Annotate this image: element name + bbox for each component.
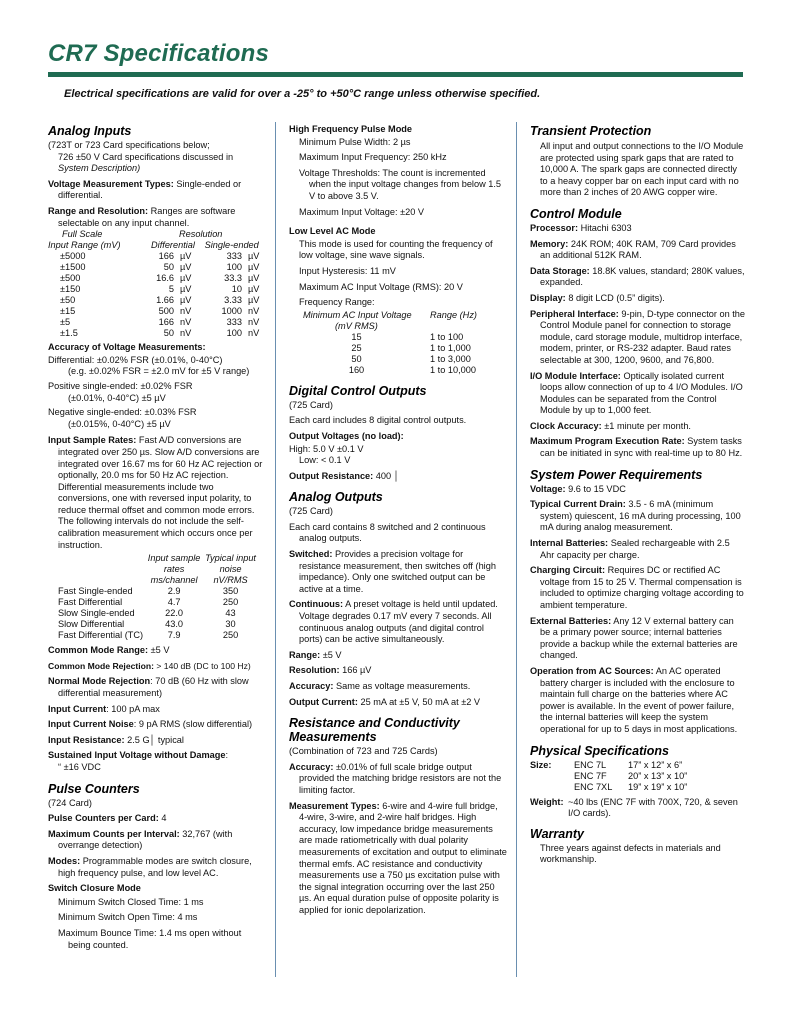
spec-value: 9-pin, D-type connector on the Control Module panel for connection to storage module, card storage module, multidrop interface, modem, printer, or RS-232 adapter. Baud rates selectable at 300, 1200, 9600, and 76,800. <box>540 308 746 365</box>
table-cell: ±50 <box>60 295 76 306</box>
size-table <box>530 760 687 793</box>
table-cell: 50 <box>351 353 362 364</box>
common-mode-rejection <box>48 661 263 673</box>
pulse-counters-card: (724 Card) <box>48 797 92 808</box>
title-rule <box>48 72 743 77</box>
intro-line: 726 ±50 V Card specifications discussed in <box>58 151 234 162</box>
spec-value: 166 µV <box>342 665 372 676</box>
table-cell: ENC 7XL <box>574 781 613 792</box>
table-cell: Fast Differential <box>58 597 123 608</box>
table-row <box>48 262 259 273</box>
table-cell: 22.0 <box>165 608 184 619</box>
rcm-accuracy <box>289 762 507 797</box>
table-row <box>58 630 256 641</box>
weight-table <box>530 797 740 819</box>
spec-value: Sealed rechargeable with 2.5 Ahr capacity per charge. <box>540 538 730 560</box>
spec-value: Fast A/D conversions are integrated over 250 µs. Slow A/D conversions are integrated over 16.67 ms for 60 Hz AC rejection or optionally, 20.0 ms for 50 Hz AC rejection. Differential measurements include two conversions, one with reversed input polarity, to reduce thermal offset and common mode errors. The following intervals do not include the self-calibration measurement which occurs once per instruction. <box>58 435 263 550</box>
table-cell: 333 <box>226 251 242 262</box>
hf-line: Maximum Input Frequency: 250 kHz <box>299 152 447 163</box>
spec-label: Switched: <box>289 549 333 560</box>
dco-card: (725 Card) <box>289 399 333 410</box>
table-cell: Fast Differential (TC) <box>58 630 144 641</box>
analog-outputs-heading: Analog Outputs <box>289 490 383 505</box>
range-and-resolution <box>48 206 263 229</box>
voltage <box>530 484 745 496</box>
spec-label: Accuracy: <box>289 761 334 772</box>
spec-value: : 100 pA max <box>106 703 160 714</box>
table-cell: 3.33 <box>224 295 242 306</box>
spec-value: 24K ROM; 40K RAM, 709 Card provides an additional 512K RAM. <box>540 238 736 261</box>
ao-card: (725 Card) <box>289 506 333 517</box>
table-cell: 250 <box>222 630 239 641</box>
switched <box>289 549 507 595</box>
physical-specs-heading: Physical Specifications <box>530 743 669 758</box>
spec-label: Modes: <box>48 855 81 866</box>
spec-label: Output Resistance: <box>289 470 374 481</box>
spec-value: ~40 lbs (ENC 7F with 700X, 720, & seven I/O cards). <box>568 796 738 818</box>
internal-batteries <box>530 538 745 561</box>
spec-label: External Batteries: <box>530 615 612 626</box>
table-cell: ±1.5 <box>60 328 78 339</box>
table-header: noise <box>219 564 242 575</box>
table-row <box>58 586 256 597</box>
spec-label: Voltage Measurement Types: <box>48 178 174 189</box>
table-cell: ±5000 <box>60 251 86 262</box>
table-cell: 100 <box>226 262 242 273</box>
table-row <box>303 354 477 365</box>
memory <box>530 239 745 262</box>
column-3 <box>530 124 745 870</box>
input-resistance <box>48 735 263 747</box>
spec-value: 9.6 to 15 VDC <box>568 483 626 494</box>
ao-line: Each card contains 8 switched and 2 continuous analog outputs. <box>289 521 486 544</box>
spec-label: Voltage: <box>530 483 566 494</box>
spec-label: Memory: <box>530 238 569 249</box>
column-divider-1 <box>275 122 276 977</box>
input-current-noise <box>48 719 263 731</box>
column-1 <box>48 124 263 955</box>
table-cell: 43 <box>225 608 236 619</box>
pulse-counters-heading: Pulse Counters <box>48 781 140 796</box>
table-row <box>530 782 687 793</box>
table-cell: ±150 <box>60 284 81 295</box>
spec-value: Provides a precision voltage for resistance measurement, then switches off (high impedance). Only one switched output can be active at a time. <box>299 549 496 594</box>
spec-label: Sustained Input Voltage without Damage <box>48 750 226 761</box>
frequency-range-table <box>303 310 477 376</box>
table-cell: ENC 7L <box>574 759 607 770</box>
hf-line: Maximum Input Voltage: ±20 V <box>299 206 425 217</box>
spec-value: Programmable modes are switch closure, high frequency pulse, and low level AC. <box>58 855 252 878</box>
spec-label: Clock Accuracy: <box>530 420 602 431</box>
intro-line: System Description) <box>58 163 141 174</box>
table-cell: 50 <box>163 328 174 339</box>
table-row <box>48 284 259 295</box>
output-current <box>289 697 507 709</box>
input-current <box>48 704 263 716</box>
table-cell: 100 <box>226 328 242 339</box>
spec-value: Optically isolated current loops allow connection of up to 4 I/O Modules. I/O Modules can be separated from the Control Module by up to 1,000 feet. <box>540 370 743 416</box>
spec-label: Input Sample Rates: <box>48 435 137 446</box>
table-cell: 4.7 <box>167 597 181 608</box>
table-row <box>48 295 259 306</box>
table-cell: µV <box>180 273 192 284</box>
table-cell <box>530 782 574 793</box>
table-cell: 1 to 10,000 <box>430 364 476 375</box>
external-batteries <box>530 616 745 662</box>
table-cell: nV <box>180 306 192 317</box>
table-header: Input sample <box>147 553 201 564</box>
table-cell: ±1500 <box>60 262 86 273</box>
range <box>289 650 507 662</box>
table-cell: 1 to 100 <box>430 331 464 342</box>
table-cell: 166 <box>158 317 174 328</box>
peripheral-interface <box>530 309 745 367</box>
analog-inputs-intro <box>48 140 263 175</box>
accuracy-line: Differential: ±0.02% FSR (±0.01%, 0-40°C) <box>48 354 223 365</box>
spec-label: Display: <box>530 292 566 303</box>
table-cell: µV <box>180 284 192 295</box>
hf-line: Minimum Pulse Width: 2 µs <box>299 136 411 147</box>
spec-label: Input Current Noise <box>48 719 134 730</box>
table-row <box>48 306 259 317</box>
spec-value: 400 │ <box>375 470 400 481</box>
input-sample-rates <box>48 435 263 551</box>
table-cell: 15 <box>351 331 362 342</box>
table-cell: 10 <box>231 284 242 295</box>
switch-closure-line: Maximum Bounce Time: 1.4 ms open without being counted. <box>58 927 242 950</box>
spec-value: 4 <box>161 813 167 824</box>
table-cell: nV <box>248 328 260 339</box>
spec-value: ±0.01% of full scale bridge output provided the matching bridge resistors are not the limiting factor. <box>299 761 502 795</box>
spec-label: Accuracy: <box>289 681 334 691</box>
pulse-counters-per-card <box>48 813 263 825</box>
output-voltage-low: Low: < 0.1 V <box>299 455 351 466</box>
resolution <box>289 665 507 677</box>
system-power-heading: System Power Requirements <box>530 467 703 482</box>
table-row <box>530 771 687 782</box>
table-cell: 30 <box>225 619 236 630</box>
spec-label: Common Mode Range: <box>48 645 149 656</box>
intro-line: (723T or 723 Card specifications below; <box>48 140 210 150</box>
table-cell: µV <box>180 262 192 273</box>
output-voltages-label: Output Voltages (no load): <box>289 430 404 441</box>
spec-label: Normal Mode Rejection <box>48 676 151 687</box>
accuracy-line: (e.g. ±0.02% FSR = ±2.0 mV for ±5 V range) <box>68 366 250 377</box>
table-row <box>58 597 256 608</box>
spec-label: Common Mode Rejection: <box>48 660 154 671</box>
table-cell: nV <box>248 306 260 317</box>
table-row <box>530 760 687 771</box>
accuracy-line: (±0.01%, 0-40°C) ±5 µV <box>68 392 166 403</box>
ll-line: This mode is used for counting the frequency of low voltage, sine wave signals. <box>299 238 493 261</box>
spec-value: 32,767 (with overrange detection) <box>58 828 233 851</box>
table-cell: nV <box>180 328 192 339</box>
table-cell: µV <box>248 295 260 306</box>
page-title: CR7 Specifications <box>48 40 269 67</box>
switch-closure-mode-label: Switch Closure Mode <box>48 883 141 894</box>
spec-value: ±1 minute per month. <box>604 420 691 431</box>
table-cell: Slow Differential <box>58 619 125 630</box>
spec-value: : 9 pA RMS (slow differential) <box>133 719 253 730</box>
spec-label: Peripheral Interface: <box>530 308 619 319</box>
hf-line: Voltage Thresholds: The count is incremented when the input voltage changes from below 1.5 V to above 3.5 V. <box>299 167 502 201</box>
table-cell: µV <box>248 284 260 295</box>
normal-mode-rejection <box>48 676 263 699</box>
accuracy-line: Positive single-ended: ±0.02% FSR <box>48 380 193 391</box>
table-cell: µV <box>248 273 260 284</box>
resistance-conductivity-heading-2: Measurements <box>289 730 377 745</box>
ll-line: Input Hysteresis: 11 mV <box>299 265 396 276</box>
page-subtitle: Electrical specifications are valid for over a -25° to +50°C range unless otherwise specified. <box>64 88 541 100</box>
table-header: (mV RMS) <box>335 320 378 331</box>
table-header: nV/RMS <box>213 575 248 586</box>
spec-value: Ranges are software selectable on any input channel. <box>58 205 236 228</box>
spec-value: ±5 V <box>150 645 170 656</box>
display <box>530 293 745 305</box>
spec-label: Input Current <box>48 703 107 714</box>
spec-label: Range: <box>289 649 321 660</box>
column-divider-2 <box>516 122 517 977</box>
table-header: Minimum AC Input Voltage <box>303 309 412 320</box>
io-module-interface <box>530 371 745 417</box>
spec-label: Maximum Program Execution Rate: <box>530 436 685 447</box>
typical-current-drain <box>530 499 745 534</box>
table-row <box>58 619 256 630</box>
spec-value: 18.8K values, standard; 280K values, expanded. <box>540 265 745 288</box>
table-cell: ENC 7F <box>574 770 607 781</box>
table-cell: 250 <box>222 597 239 608</box>
warranty-text: Three years against defects in materials and workmanship. <box>540 842 721 865</box>
table-header: ms/channel <box>150 575 198 586</box>
spec-label: Operation from AC Sources: <box>530 665 654 676</box>
table-cell: nV <box>180 317 192 328</box>
table-header: Typical input <box>205 553 256 564</box>
spec-label: Continuous: <box>289 599 344 610</box>
spec-label: Typical Current Drain: <box>530 499 626 510</box>
spec-label: Pulse Counters per Card: <box>48 813 159 824</box>
table-cell: 19” x 19” x 10” <box>628 781 688 792</box>
output-resistance <box>289 471 507 483</box>
table-row <box>303 332 477 343</box>
voltage-measurement-types <box>48 179 263 202</box>
spec-label: Input Resistance: <box>48 734 125 745</box>
spec-label: Measurement Types: <box>289 800 380 811</box>
spec-label: Charging Circuit: <box>530 565 606 576</box>
sustained-input-voltage: Sustained Input Voltage without Damage: “ ±16 VDC <box>48 750 229 772</box>
range-resolution-table <box>48 229 259 339</box>
table-cell <box>530 771 574 782</box>
ll-line: Maximum AC Input Voltage (RMS): 20 V <box>299 281 463 292</box>
high-frequency-mode-label: High Frequency Pulse Mode <box>289 124 413 134</box>
table-cell: 350 <box>222 586 239 597</box>
spec-label: Weight: <box>530 796 564 807</box>
resistance-conductivity-heading: Resistance and Conductivity <box>289 716 460 731</box>
table-cell: 17” x 12” x 6” <box>628 759 683 770</box>
table-cell: µV <box>180 251 192 262</box>
table-cell: 7.9 <box>167 630 181 641</box>
warranty-heading: Warranty <box>530 826 584 841</box>
common-mode-range <box>48 645 263 657</box>
table-cell: 2.9 <box>167 586 181 597</box>
spec-label: Maximum Counts per Interval: <box>48 828 180 839</box>
table-cell: 1000 <box>221 306 242 317</box>
spec-value: Single-ended or differential. <box>58 178 242 201</box>
spec-value: Hitachi 6303 <box>580 222 632 233</box>
table-cell: 5 <box>168 284 174 295</box>
table-cell: µV <box>180 295 192 306</box>
processor <box>530 223 745 235</box>
table-row <box>48 251 259 262</box>
modes <box>48 856 263 879</box>
table-cell: 1 to 3,000 <box>430 353 471 364</box>
table-cell: ±5 <box>60 317 71 328</box>
table-cell: ±15 <box>60 306 76 317</box>
table-header: Single-ended <box>204 240 259 251</box>
spec-value: ±5 V <box>322 649 342 660</box>
spec-value: 25 mA at ±5 V, 50 mA at ±2 V <box>360 696 481 707</box>
output-voltage-high: High: 5.0 V ±0.1 V <box>289 443 364 454</box>
table-header: rates <box>163 564 185 575</box>
spec-value: “ ±16 VDC <box>58 762 101 772</box>
spec-label: Output Current: <box>289 696 358 707</box>
spec-value: 3.5 - 6 mA (minimum system) quiescent, 16 mA during processing, 100 mA during analog measurement. <box>540 499 741 533</box>
measurement-types <box>289 801 507 917</box>
table-row <box>58 608 256 619</box>
table-cell: 500 <box>158 306 174 317</box>
table-cell: ±500 <box>60 273 81 284</box>
accuracy <box>289 681 507 693</box>
accuracy-line: (±0.015%, 0-40°C) ±5 µV <box>68 418 171 429</box>
max-program-execution-rate <box>530 436 745 459</box>
table-cell: Size: <box>530 759 552 770</box>
spec-value: 8 digit LCD (0.5” digits). <box>568 292 665 303</box>
table-row <box>48 273 259 284</box>
spec-value: Requires DC or rectified AC voltage from 15 to 25 V. Thermal compensation is included to optimize charging voltage according to ambient temperature. <box>540 565 744 610</box>
table-cell: 1 to 1,000 <box>430 342 471 353</box>
spec-value: Same as voltage measurements. <box>336 681 471 691</box>
table-header: Full Scale <box>62 229 103 240</box>
spec-label: Internal Batteries: <box>530 538 609 549</box>
table-cell: 33.3 <box>224 273 242 284</box>
table-cell: 160 <box>348 364 365 375</box>
switch-closure-line: Minimum Switch Open Time: 4 ms <box>58 912 198 923</box>
ll-line: Frequency Range: <box>299 297 375 308</box>
spec-label: Data Storage: <box>530 265 590 276</box>
table-header: Resolution <box>179 229 223 240</box>
low-level-ac-mode-label: Low Level AC Mode <box>289 226 376 237</box>
table-cell: 50 <box>163 262 174 273</box>
rcm-card: (Combination of 723 and 725 Cards) <box>289 746 438 757</box>
data-storage <box>530 266 745 289</box>
table-cell: nV <box>248 317 260 328</box>
table-cell: µV <box>248 262 260 273</box>
accuracy-label: Accuracy of Voltage Measurements: <box>48 342 206 353</box>
table-cell: 43.0 <box>165 619 184 630</box>
spec-label: Processor: <box>530 222 579 233</box>
table-row <box>48 328 259 339</box>
clock-accuracy <box>530 421 745 433</box>
spec-label: I/O Module Interface: <box>530 370 621 381</box>
table-cell: 333 <box>226 317 242 328</box>
spec-value: 6-wire and 4-wire full bridge, 4-wire, 3-wire, and 2-wire half bridges. High accuracy, low impedance bridge measurements are made ratiometrically with dual polarity measurements of excitation and output to eliminate thermal emfs. AC resistance and conductivity measurements use a 750 µs excitation pulse with the signal integration occurring over the last 250 µs. An equal duration pulse of opposite polarity is applied for ionic depolarization. <box>299 800 507 915</box>
spec-label: Resolution: <box>289 665 340 676</box>
table-cell: Slow Single-ended <box>58 608 135 619</box>
spec-value: System tasks can be initiated in sync with real-time up to 80 Hz. <box>540 436 743 459</box>
operation-from-ac <box>530 666 745 736</box>
table-cell: 166 <box>158 251 174 262</box>
table-row <box>303 343 477 354</box>
table-cell: 1.66 <box>156 295 174 306</box>
spec-value: 2.5 G│ typical <box>127 734 184 745</box>
column-2 <box>289 124 507 921</box>
dco-line: Each card includes 8 digital control outputs. <box>289 415 467 426</box>
switch-closure-line: Minimum Switch Closed Time: 1 ms <box>58 896 204 907</box>
spec-label: Range and Resolution: <box>48 205 149 216</box>
spec-value: Any 12 V external battery can be a primary power source; internal batteries provide a backup while the external batteries are changed. <box>540 615 738 661</box>
maximum-counts <box>48 829 263 852</box>
spec-value: : 70 dB (60 Hz with slow differential measurement) <box>58 676 249 699</box>
digital-control-outputs-heading: Digital Control Outputs <box>289 383 427 398</box>
table-row <box>303 365 477 376</box>
spec-value: A preset voltage is held until updated. Voltage degrades 0.17 mV every 7 seconds. All continuous analog outputs (and digital control ports) can be active simultaneously. <box>299 599 498 645</box>
table-row <box>48 317 259 328</box>
analog-inputs-heading: Analog Inputs <box>48 124 132 138</box>
table-cell: Fast Single-ended <box>58 586 133 597</box>
transient-protection-heading: Transient Protection <box>530 124 652 138</box>
transient-protection-text: All input and output connections to the I/O Module are protected using spark gaps that are rated to 10,000 A. The spark gaps are connected directly to a heavy copper bar on each input card with no more than 2 inches of 20 AWG copper wire. <box>540 141 744 198</box>
continuous <box>289 599 507 645</box>
table-cell: µV <box>248 251 260 262</box>
table-cell: 25 <box>351 342 362 353</box>
spec-value: An AC operated battery charger is included with the enclosure to maintain full charge on the batteries where AC power is available. In the event of power failure, the internal batteries will keep the system operational for up to 5 days in most applications. <box>540 665 738 734</box>
control-module-heading: Control Module <box>530 206 622 221</box>
table-cell: 16.6 <box>156 273 174 284</box>
table-cell: 20” x 13” x 10” <box>628 770 688 781</box>
charging-circuit <box>530 565 745 611</box>
table-header: Range (Hz) <box>430 309 477 320</box>
spec-value: > 140 dB (DC to 100 Hz) <box>156 660 251 671</box>
accuracy-line: Negative single-ended: ±0.03% FSR <box>48 407 197 418</box>
table-header: Differential <box>151 240 195 251</box>
table-header: Input Range (mV) <box>48 240 121 251</box>
sample-rate-table <box>58 553 256 641</box>
